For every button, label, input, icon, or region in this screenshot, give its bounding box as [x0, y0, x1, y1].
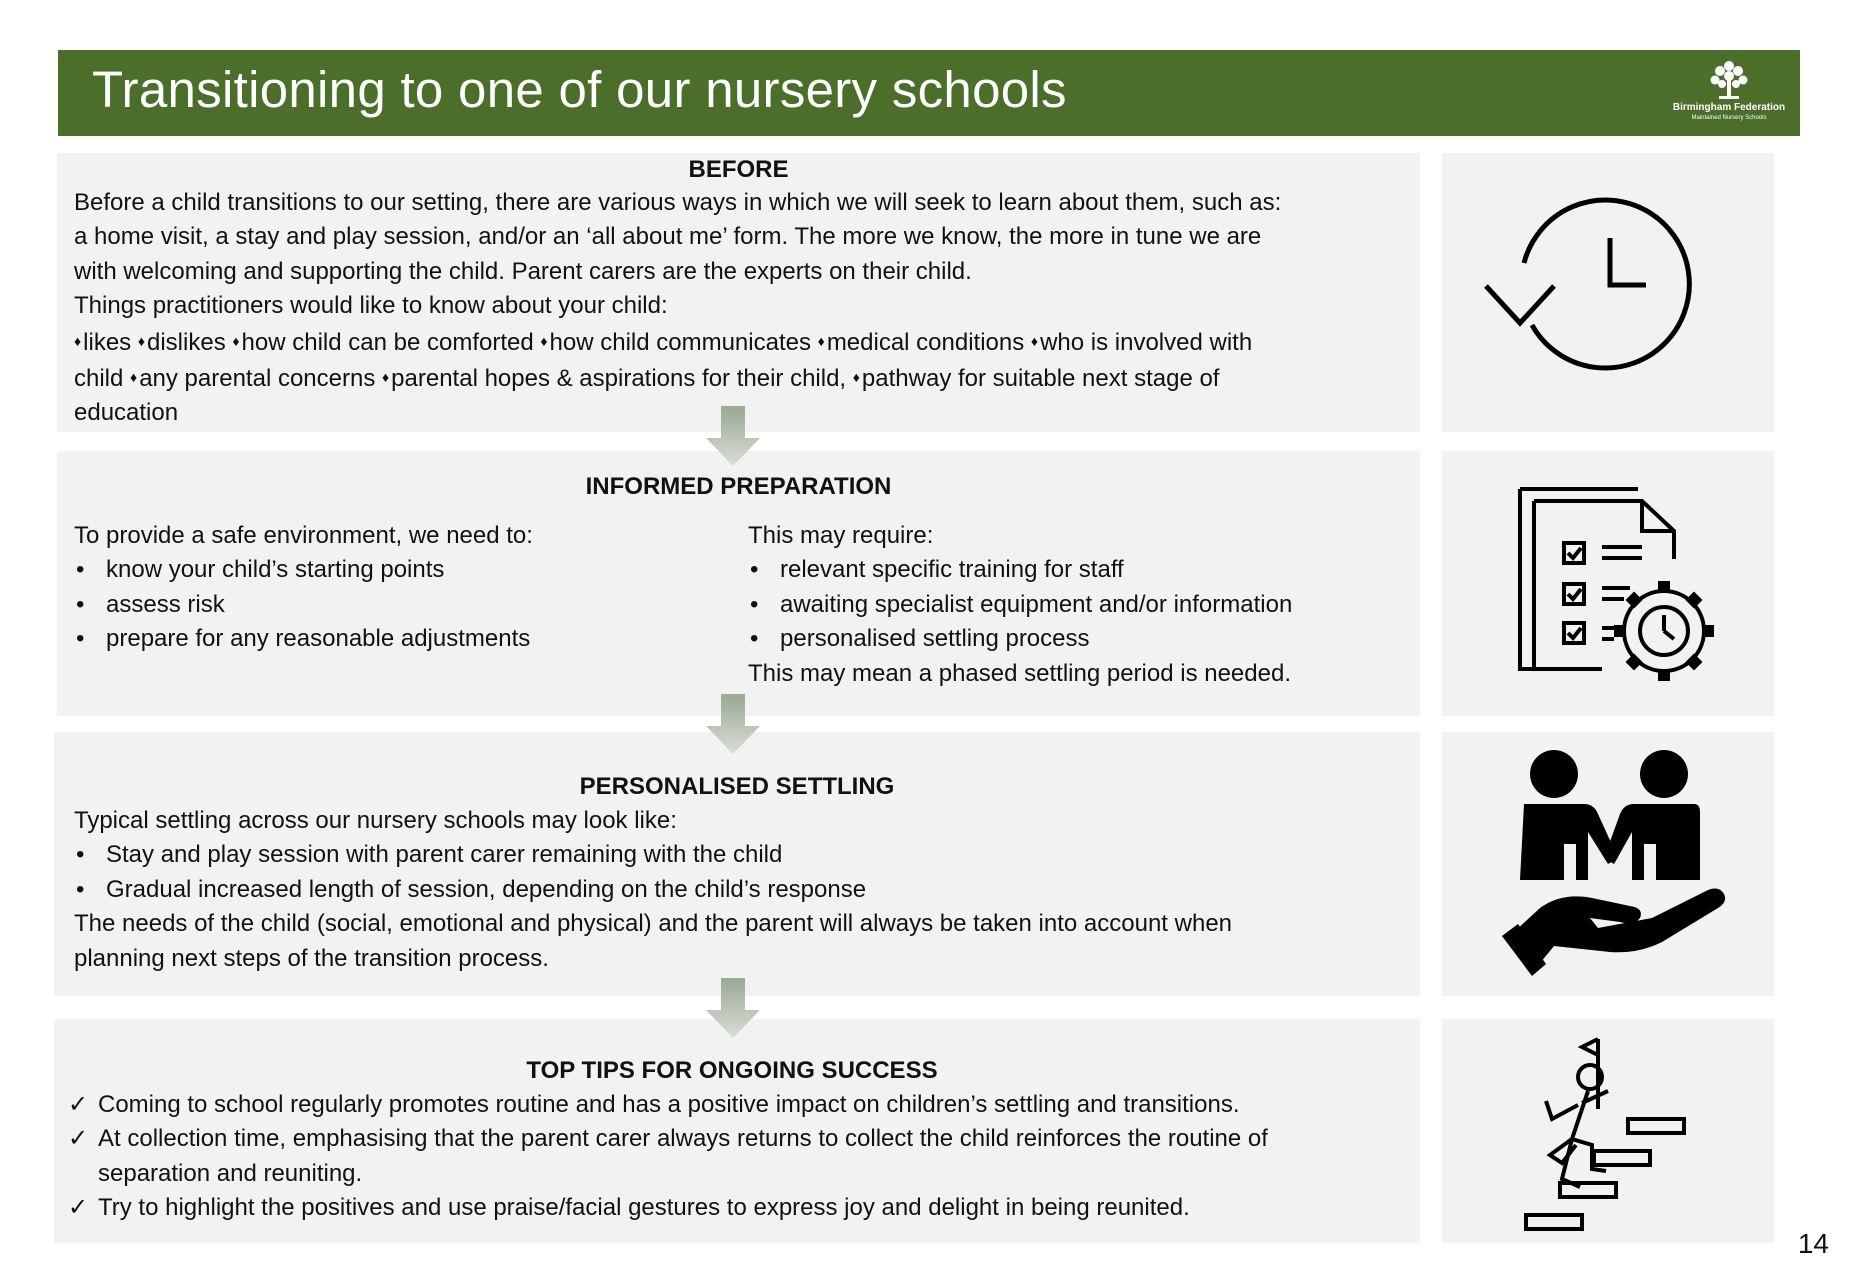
preparation-right-intro: This may require: — [748, 522, 934, 549]
before-body — [74, 186, 1281, 431]
before-line-3: with welcoming and supporting the child. Parent carers are the experts on their child. — [74, 257, 972, 285]
tips-body — [66, 1088, 1268, 1226]
title-banner — [58, 50, 1800, 136]
list-item: ✓ Coming to school regularly promotes routine and has a positive impact on children’s settling and transitions. — [66, 1088, 1268, 1122]
list-item: • awaiting specialist equipment and/or information — [748, 588, 1292, 622]
checklist-gear-icon — [1442, 451, 1774, 716]
list-item: • prepare for any reasonable adjustments — [74, 622, 533, 656]
preparation-heading: INFORMED PREPARATION — [585, 473, 892, 500]
list-item: • assess risk — [74, 588, 533, 622]
check-icon: ✓ — [68, 1125, 89, 1153]
before-line-2: a home visit, a stay and play session, and/or an ‘all about me’ form. The more we know, the more in tune we are — [74, 223, 1262, 251]
logo-name: Birmingham Federation — [1672, 102, 1786, 113]
preparation-right-column — [748, 519, 1292, 691]
before-items-line-2: child ♦any parental concerns ♦parental hopes & aspirations for their child, ♦pathway for suitable next stage of — [74, 365, 1220, 393]
down-arrow-icon — [706, 406, 760, 466]
check-icon: ✓ — [68, 1091, 89, 1118]
list-item: • Stay and play session with parent carer remaining with the child — [74, 838, 1232, 872]
settling-body — [74, 804, 1232, 976]
settling-outro-2: planning next steps of the transition process. — [74, 944, 549, 972]
settling-heading: PERSONALISED SETTLING — [579, 773, 895, 800]
clock-history-icon — [1442, 153, 1774, 432]
list-item: • relevant specific training for staff — [748, 553, 1292, 587]
climbing-stairs-flag-icon — [1442, 1019, 1774, 1243]
list-item: • personalised settling process — [748, 622, 1292, 656]
down-arrow-icon — [706, 978, 760, 1038]
before-items-line-1: ♦likes ♦dislikes ♦how child can be comforted ♦how child communicates ♦medical conditions ♦who is involved with — [74, 328, 1253, 356]
before-line-4: Things practitioners would like to know about your child: — [74, 292, 668, 320]
preparation-left-column — [74, 519, 533, 657]
tips-heading: TOP TIPS FOR ONGOING SUCCESS — [526, 1057, 938, 1084]
before-heading: BEFORE — [688, 156, 789, 183]
settling-outro-1: The needs of the child (social, emotional and physical) and the parent will always be taken into account when — [74, 910, 1233, 938]
list-item: ✓ At collection time, emphasising that the parent carer always returns to collect the child reinforces the routine of separation and reuniting. — [66, 1122, 1268, 1191]
people-helping-hand-icon — [1442, 732, 1774, 996]
before-panel — [57, 153, 1420, 432]
check-icon: ✓ — [68, 1194, 89, 1222]
preparation-icon-panel — [1442, 451, 1774, 716]
page-title: Transitioning to one of our nursery schools — [92, 61, 1067, 118]
list-item: ✓ Try to highlight the positives and use praise/facial gestures to express joy and delight in being reunited. — [66, 1191, 1268, 1225]
tree-logo-icon — [1705, 58, 1753, 102]
settling-intro: Typical settling across our nursery schools may look like: — [74, 807, 677, 834]
settling-icon-panel — [1442, 732, 1774, 996]
before-icon-panel — [1442, 153, 1774, 432]
tips-panel — [54, 1019, 1420, 1243]
settling-panel — [54, 732, 1420, 996]
before-line-last: education — [74, 399, 179, 427]
preparation-panel — [57, 451, 1420, 716]
preparation-left-intro: To provide a safe environment, we need to: — [74, 522, 533, 549]
tips-icon-panel — [1442, 1019, 1774, 1243]
down-arrow-icon — [706, 694, 760, 754]
logo-subtitle: Maintained Nursery Schools — [1691, 115, 1767, 121]
preparation-right-outro: This may mean a phased settling period is needed. — [748, 659, 1291, 687]
page-number: 14 — [1797, 1228, 1829, 1259]
federation-logo — [1664, 58, 1794, 132]
list-item: • Gradual increased length of session, depending on the child’s response — [74, 873, 1232, 907]
before-line-1: Before a child transitions to our setting, there are various ways in which we will seek to learn about them, such as: — [74, 189, 1282, 216]
list-item: • know your child’s starting points — [74, 553, 533, 587]
